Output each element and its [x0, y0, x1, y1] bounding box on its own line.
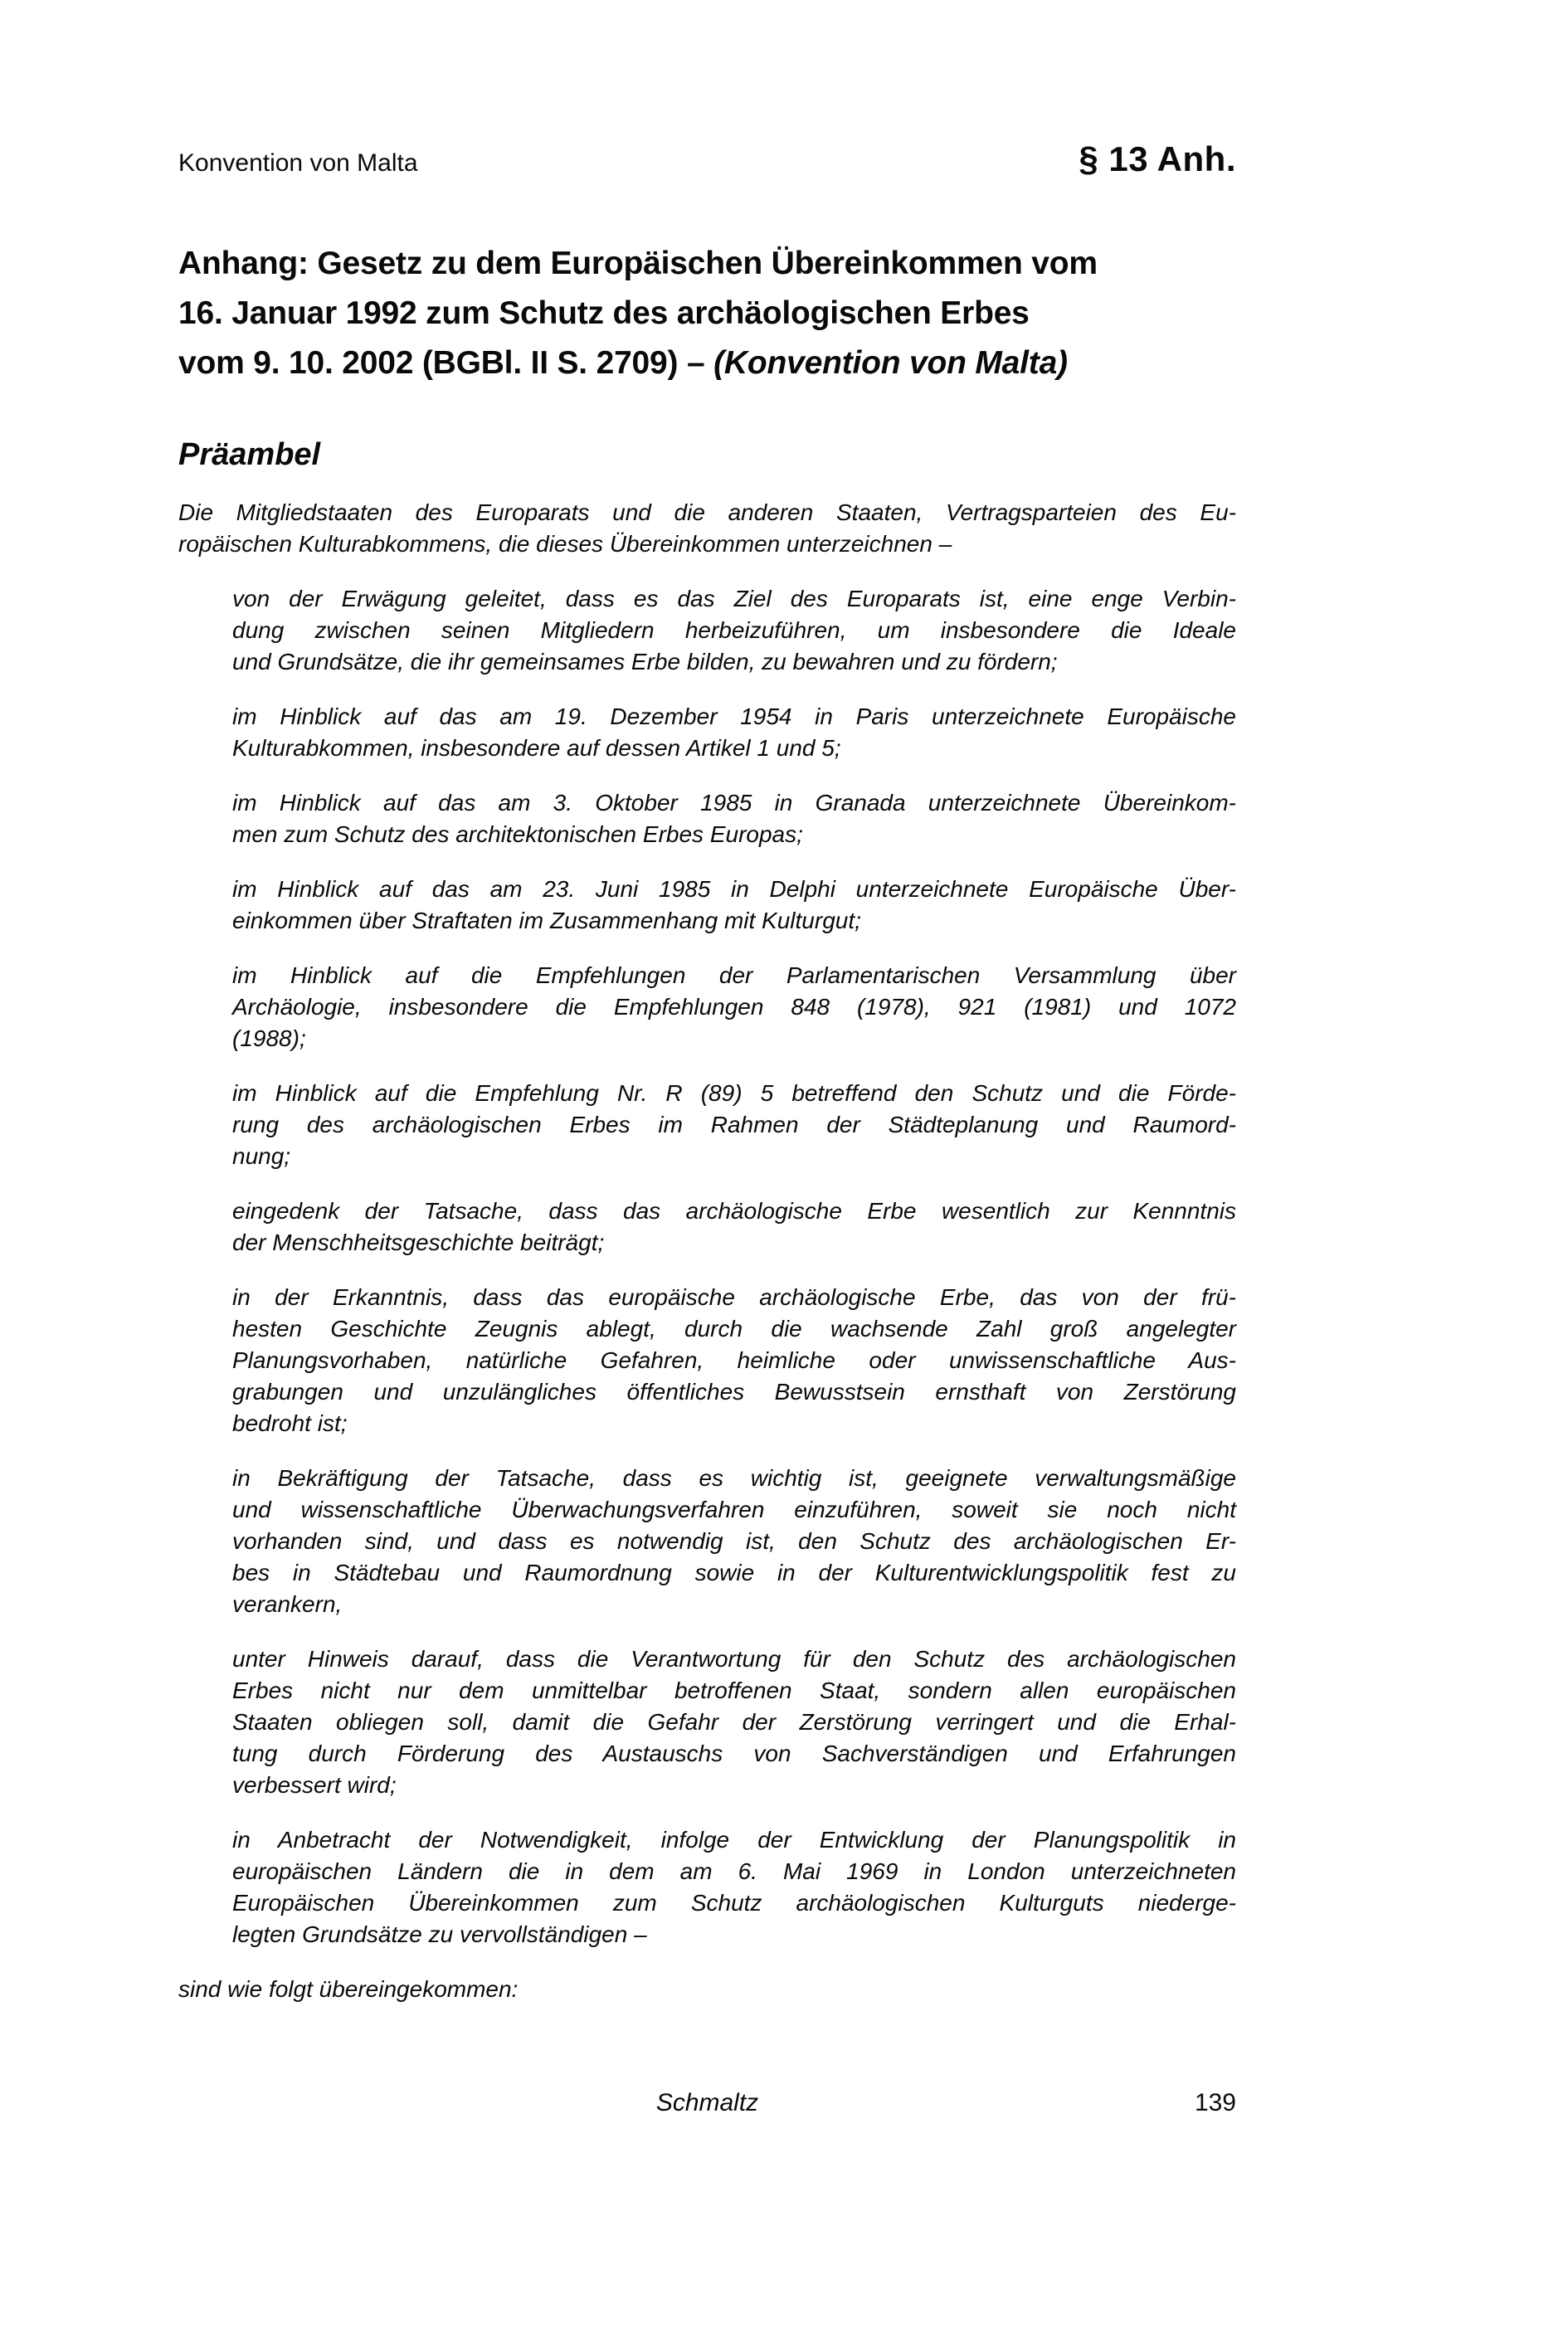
- preamble-paragraph: [232, 1463, 1236, 1620]
- paragraph-line: in Bekräftigung der Tatsache, dass es wichtig ist, geeignete verwaltungsmäßige: [232, 1465, 1236, 1491]
- preamble-paragraph: [232, 701, 1236, 764]
- paragraph-line: men zum Schutz des architektonischen Erbes Europas;: [232, 821, 803, 847]
- paragraph-line: bes in Städtebau und Raumordnung sowie in der Kulturentwicklungspolitik fest zu: [232, 1560, 1236, 1585]
- paragraph-line: Die Mitgliedstaaten des Europarats und die anderen Staaten, Vertragsparteien des Eu-: [178, 499, 1236, 525]
- paragraph-line: eingedenk der Tatsache, dass das archäologische Erbe wesentlich zur Kennntnis: [232, 1198, 1236, 1224]
- title-line-3-emphasis: (Konvention von Malta): [713, 345, 1068, 381]
- paragraph-line: im Hinblick auf die Empfehlung Nr. R (89) 5 betreffend den Schutz und die Förde-: [232, 1080, 1236, 1106]
- paragraph-line: einkommen über Straftaten im Zusammenhang mit Kulturgut;: [232, 908, 861, 933]
- paragraph-line: in Anbetracht der Notwendigkeit, infolge der Entwicklung der Planungspolitik in: [232, 1827, 1236, 1853]
- paragraph-line: europäischen Ländern die in dem am 6. Mai 1969 in London unterzeichneten: [232, 1858, 1236, 1884]
- preamble-paragraph: [178, 497, 1236, 560]
- preamble-body: [178, 497, 1236, 2028]
- running-title: Konvention von Malta: [178, 149, 418, 177]
- paragraph-line: im Hinblick auf das am 3. Oktober 1985 in Granada unterzeichnete Übereinkom-: [232, 790, 1236, 816]
- paragraph-line: (1988);: [232, 1025, 306, 1051]
- paragraph-line: Europäischen Übereinkommen zum Schutz archäologischen Kulturguts niederge-: [232, 1890, 1236, 1916]
- preamble-paragraph: [178, 1974, 1236, 2005]
- page-footer: [178, 2089, 1236, 2122]
- preamble-paragraph: [232, 787, 1236, 850]
- paragraph-line: und Grundsätze, die ihr gemeinsames Erbe bilden, zu bewahren und zu fördern;: [232, 649, 1058, 674]
- paragraph-line: ropäischen Kulturabkommens, die dieses Übereinkommen unterzeichnen –: [178, 531, 952, 557]
- paragraph-line: im Hinblick auf die Empfehlungen der Parlamentarischen Versammlung über: [232, 962, 1236, 988]
- paragraph-line: nung;: [232, 1143, 291, 1169]
- footer-page-number: 139: [1194, 2089, 1236, 2116]
- paragraph-line: in der Erkanntnis, dass das europäische archäologische Erbe, das von der frü-: [232, 1284, 1236, 1310]
- section-reference: § 13 Anh.: [1079, 139, 1236, 178]
- preamble-paragraph: [232, 874, 1236, 937]
- page-header: [178, 139, 1236, 179]
- paragraph-line: Staaten obliegen soll, damit die Gefahr der Zerstörung verringert und die Erhal-: [232, 1709, 1236, 1735]
- preamble-paragraph: [232, 1078, 1236, 1172]
- paragraph-line: der Menschheitsgeschichte beiträgt;: [232, 1230, 605, 1255]
- paragraph-line: im Hinblick auf das am 19. Dezember 1954 in Paris unterzeichnete Europäische: [232, 704, 1236, 729]
- paragraph-line: Kulturabkommen, insbesondere auf dessen Artikel 1 und 5;: [232, 735, 841, 761]
- paragraph-line: von der Erwägung geleitet, dass es das Ziel des Europarats ist, eine enge Verbin-: [232, 586, 1236, 611]
- paragraph-line: unter Hinweis darauf, dass die Verantwortung für den Schutz des archäologischen: [232, 1646, 1236, 1672]
- paragraph-line: hesten Geschichte Zeugnis ablegt, durch die wachsende Zahl groß angelegter: [232, 1316, 1236, 1342]
- paragraph-line: sind wie folgt übereingekommen:: [178, 1976, 519, 2002]
- paragraph-line: legten Grundsätze zu vervollständigen –: [232, 1921, 647, 1947]
- paragraph-line: bedroht ist;: [232, 1410, 348, 1436]
- paragraph-line: vorhanden sind, und dass es notwendig ist, den Schutz des archäologischen Er-: [232, 1528, 1236, 1554]
- paragraph-line: dung zwischen seinen Mitgliedern herbeizuführen, um insbesondere die Ideale: [232, 617, 1236, 643]
- preamble-paragraph: [232, 1282, 1236, 1439]
- preamble-paragraph: [232, 1195, 1236, 1259]
- preamble-paragraph: [232, 1643, 1236, 1801]
- paragraph-line: grabungen und unzulängliches öffentliches Bewusstsein ernsthaft von Zerstörung: [232, 1379, 1236, 1405]
- paragraph-line: im Hinblick auf das am 23. Juni 1985 in Delphi unterzeichnete Europäische Über-: [232, 876, 1236, 902]
- title-line-3-prefix: vom 9. 10. 2002 (BGBl. II S. 2709) –: [178, 345, 714, 381]
- paragraph-line: verankern,: [232, 1591, 343, 1617]
- preamble-paragraph: [232, 1824, 1236, 1950]
- paragraph-line: Archäologie, insbesondere die Empfehlungen 848 (1978), 921 (1981) und 1072: [232, 994, 1236, 1020]
- paragraph-line: tung durch Förderung des Austauschs von Sachverständigen und Erfahrungen: [232, 1741, 1236, 1766]
- paragraph-line: Planungsvorhaben, natürliche Gefahren, heimliche oder unwissenschaftliche Aus-: [232, 1347, 1236, 1373]
- document-title: [178, 239, 1236, 388]
- paragraph-line: rung des archäologischen Erbes im Rahmen der Städteplanung und Raumord-: [232, 1112, 1236, 1137]
- title-line-3: [178, 338, 1236, 388]
- footer-author: Schmaltz: [655, 2089, 759, 2116]
- paragraph-line: und wissenschaftliche Überwachungsverfahren einzuführen, soweit sie noch nicht: [232, 1497, 1236, 1522]
- preamble-heading: Präambel: [178, 437, 321, 472]
- preamble-paragraph: [232, 583, 1236, 678]
- paragraph-line: Erbes nicht nur dem unmittelbar betroffenen Staat, sondern allen europäischen: [232, 1678, 1236, 1703]
- preamble-paragraph: [232, 960, 1236, 1054]
- paragraph-line: verbessert wird;: [232, 1772, 397, 1798]
- title-line-2: 16. Januar 1992 zum Schutz des archäologischen Erbes: [178, 295, 1030, 331]
- title-line-1: Anhang: Gesetz zu dem Europäischen Übereinkommen vom: [178, 246, 1098, 281]
